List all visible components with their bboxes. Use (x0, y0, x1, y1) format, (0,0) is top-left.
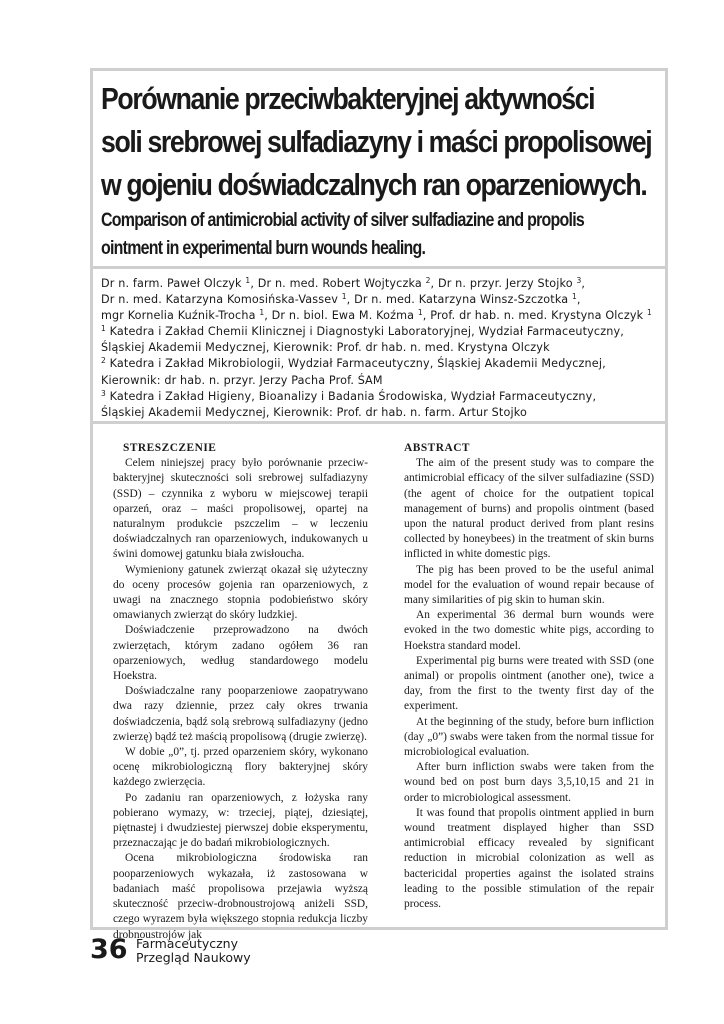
abstract-paragraph: The aim of the present study was to compare the antimicrobial efficacy of the silver sulfadiazine (SSD) (the agent of choice for the outpatient topical management of burns) and propolis ointment (based upon the natural product derived from plant resins collected by honeybees) in the treatment of skin burns inflicted in white domestic pigs. (404, 457, 654, 561)
author-line (101, 292, 669, 308)
author-sup: 1 (245, 276, 251, 285)
affiliation-line: Kierownik: dr hab. n. przyr. Jerzy Pacha Prof. ŚAM (101, 373, 383, 387)
affiliation-text: Katedra i Zakład Mikrobiologii, Wydział Farmaceutyczny, Śląskiej Akademii Medycznej, (109, 357, 606, 371)
affiliation-sup: 3 (101, 388, 106, 398)
abstract-polish (113, 441, 368, 943)
author-text: , Prof. dr hab. n. med. Krystyna Olczyk (422, 309, 647, 323)
affiliation-text: Katedra i Zakład Higieny, Bioanalizy i Badania Środowiska, Wydział Farmaceutyczny, (109, 389, 597, 403)
title-english-line: ointment in experimental burn wounds healing. (101, 238, 426, 259)
affiliation-line: Śląskiej Akademii Medycznej, Kierownik: Prof. dr hab. n. med. Krystyna Olczyk (101, 341, 550, 355)
affiliation-line (101, 324, 669, 340)
author-sup: 1 (571, 292, 577, 302)
authors-block (93, 269, 665, 424)
author-text: , Dr n. biol. Ewa M. Koźma (264, 309, 418, 323)
author-sup: 1 (341, 292, 347, 302)
abstract-english-heading: ABSTRACT (404, 442, 471, 454)
abstract-paragraph: After burn infliction swabs were taken from the wound bed on post burn days 3,5,10,15 and 21 in order to microbiological assessment. (404, 761, 654, 804)
page-number: 36 (90, 934, 128, 965)
author-sup: 1 (646, 308, 652, 318)
author-text: , Dr n. med. Katarzyna Winsz-Szczotka (346, 293, 572, 307)
abstract-paragraph: Doświadczenie przeprowadzono na dwóch zwierzętach, którym zadano ogółem 36 ran oparzeniowych, według standardowego modelu Hoekstra. (113, 624, 368, 683)
title-polish (101, 77, 669, 206)
abstract-polish-heading: STRESZCZENIE (123, 442, 217, 454)
abstract-paragraph: At the beginning of the study, before burn infliction (day „0”) swabs were taken from the normal tissue for microbiological evaluation. (404, 715, 654, 759)
journal-name-line: Farmaceutyczny (136, 936, 238, 951)
abstract-paragraph: Ocena mikrobiologiczna środowiska ran pooparzeniowych wykazała, iż zastosowana w badaniach maść propolisowa przejawia wyższą skuteczność przeciw-drobnoustrojową aniżeli SSD, czego wyrazem była większego stopnia redukcja liczby drobnoustrojów jak (113, 852, 368, 941)
abstract-paragraph: Wymieniony gatunek zwierząt okazał się użyteczny do oceny procesów gojenia ran oparzeniowych, z uwagi na znacznego stopnia podobieństwo skóry omawianych zwierząt do skóry ludzkiej. (113, 563, 368, 622)
title-polish-line: soli srebrowej sulfadiazyny i maści propolisowej (101, 124, 652, 159)
title-english-line: Comparison of antimicrobial activity of silver sulfadiazine and propolis (101, 210, 584, 231)
author-text: , (581, 277, 586, 290)
affiliation-line (101, 389, 669, 405)
title-polish-line: Porównanie przeciwbakteryjnej aktywności (101, 81, 595, 116)
affiliation-line (101, 356, 669, 372)
authors-list (101, 276, 669, 421)
author-text: , Dr n. med. Robert Wojtyczka (250, 277, 426, 290)
abstract-paragraph: It was found that propolis ointment applied in burn wound treatment displayed higher than SSD antimicrobial efficacy revealed by significant reduction in microbial colonization as well as bactericidal properties against the isolated strains leading to the possible stimulation of the repair process. (404, 806, 654, 911)
author-text: mgr Kornelia Kuźnik-Trocha (101, 309, 260, 323)
abstract-paragraph: An experimental 36 dermal burn wounds were evoked in the two domestic white pigs, according to Hoekstra standard model. (404, 609, 654, 652)
author-text: Dr n. farm. Paweł Olczyk (101, 277, 246, 290)
affiliation-line: Śląskiej Akademii Medycznej, Kierownik: Prof. dr hab. n. farm. Artur Stojko (101, 405, 527, 419)
title-english (101, 207, 655, 263)
affiliation-text: Katedra i Zakład Chemii Klinicznej i Diagnostyki Laboratoryjnej, Wydział Farmaceutyczny, (109, 325, 624, 339)
author-line (101, 276, 669, 292)
journal-name (136, 937, 296, 965)
abstract-paragraph: Experimental pig burns were treated with SSD (one animal) or propolis ointment (another one), twice a day, from the first to the twenty first day of the experiment. (404, 654, 654, 713)
title-polish-line: w gojeniu doświadczalnych ran oparzeniowych. (101, 167, 647, 202)
abstract-paragraph: Doświadczalne rany pooparzeniowe zaopatrywano dwa razy dziennie, przez cały okres trwania doświadczenia, bądź solą srebrową sulfadiazyny (jedno zwierzę) bądź też maścią propolisową (drugie zwierzę). (113, 685, 368, 743)
affiliation-sup: 2 (101, 356, 106, 366)
author-sup: 2 (425, 276, 431, 285)
author-sup: 1 (417, 308, 423, 318)
author-text: , (576, 293, 581, 307)
journal-name-line: Przegląd Naukowy (136, 950, 251, 965)
abstract-paragraph: W dobie „0”, tj. przed oparzeniem skóry, wykonano ocenę mikrobiologiczną flory bakteryjnej skóry każdego zwierzęcia. (113, 746, 368, 789)
author-sup: 1 (259, 308, 265, 318)
abstract-english (404, 441, 654, 912)
abstract-paragraph: Celem niniejszej pracy było porównanie przeciw-bakteryjnej skuteczności soli srebrowej sulfadiazyny (SSD) – czynnika z wyboru w miejscowej terapii oparzeń, oraz – maści propolisowej, opartej na naturalnym produkcie pszczelim – w leczeniu doświadczalnych ran oparzeniowych, indukowanych u świni domowej gatunku biała zwisłoucha. (113, 457, 368, 561)
abstract-paragraph: The pig has been proved to be the useful animal model for the evaluation of wound repair because of many similarities of pig skin to human skin. (404, 563, 654, 607)
affiliation-sup: 1 (101, 324, 106, 334)
article-frame (90, 68, 668, 941)
author-text: Dr n. med. Katarzyna Komosińska-Vassev (101, 293, 342, 307)
author-sup: 3 (576, 276, 582, 285)
abstract-paragraph: Po zadaniu ran oparzeniowych, z łożyska rany pobierano wymazy, w: trzeciej, piątej, dziesiątej, piętnastej i dwudziestej pierwszej dobie eksperymentu, przeznaczając je do badań mikrobiologicznych. (113, 791, 368, 850)
title-block (93, 71, 665, 269)
author-line (101, 308, 669, 324)
author-text: , Dr n. przyr. Jerzy Stojko (430, 277, 577, 290)
